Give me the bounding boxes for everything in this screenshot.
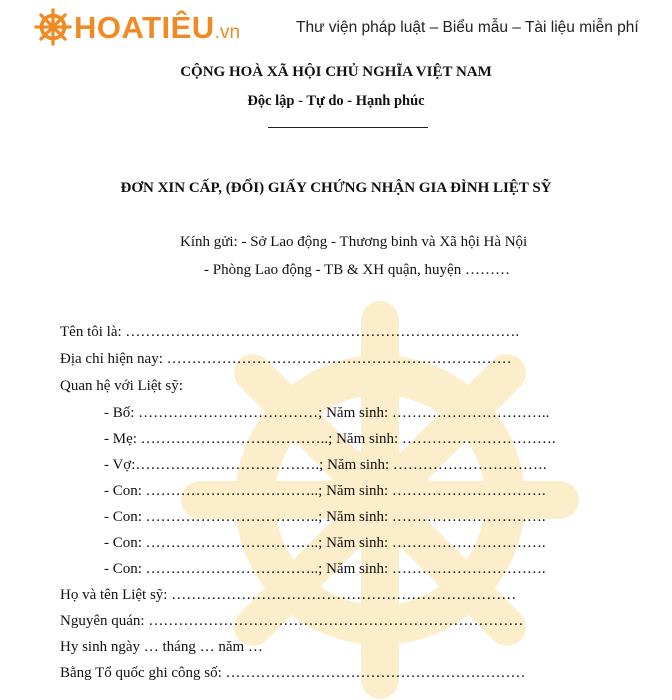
- form-line-martyr-name: Họ và tên Liệt sỹ: ……………………………………………………………: [60, 587, 517, 603]
- form-line-child: - Con: ……………………………..; Năm sinh: ………………………….: [104, 509, 546, 525]
- divider: [268, 127, 428, 128]
- recipient-line-2: - Phòng Lao động - TB & XH quận, huyện ………: [204, 262, 510, 278]
- motto: Độc lập - Tự do - Hạnh phúc: [247, 93, 425, 109]
- form-line-death-date: Hy sinh ngày … tháng … năm …: [60, 639, 263, 655]
- form-line-child: - Con: ……………………………..; Năm sinh: ………………………….: [104, 483, 546, 499]
- form-line-child: - Con: ……………………………..; Năm sinh: ………………………….: [104, 535, 546, 551]
- form-line-hometown: Nguyên quán: …………………………………………………………………: [60, 613, 524, 629]
- form-line-relation-label: Quan hệ với Liệt sỹ:: [60, 378, 183, 394]
- form-line-father: - Bố: ………………………………; Năm sinh: …………………………..: [104, 405, 550, 421]
- form-line-wife: - Vợ:……………………………….; Năm sinh: ………………………….: [104, 457, 547, 473]
- form-title: ĐƠN XIN CẤP, (ĐỔI) GIẤY CHỨNG NHẬN GIA ĐÌNH LIỆT SỸ: [120, 180, 552, 196]
- logo-text: HOATIÊU: [74, 9, 215, 45]
- form-line-certificate-number: Bằng Tổ quốc ghi công số: ……………………………………………………: [60, 665, 526, 681]
- national-title: CỘNG HOÀ XÃ HỘI CHỦ NGHĨA VIỆT NAM: [180, 64, 492, 80]
- form-line-child: - Con: ……………………………..; Năm sinh: ………………………….: [104, 561, 546, 577]
- tagline: Thư viện pháp luật – Biểu mẫu – Tài liệu miễn phí: [296, 19, 639, 36]
- form-line-name: Tên tôi là: …………………………………………………………………….: [60, 324, 520, 340]
- form-line-mother: - Mẹ: ………………………………..; Năm sinh: ………………………….: [104, 431, 556, 447]
- form-line-address: Địa chỉ hiện nay: ……………………………………………………………: [60, 351, 512, 367]
- recipient-line-1: Kính gửi: - Sở Lao động - Thương binh và Xã hội Hà Nội: [180, 234, 528, 250]
- logo-suffix: .vn: [214, 21, 241, 43]
